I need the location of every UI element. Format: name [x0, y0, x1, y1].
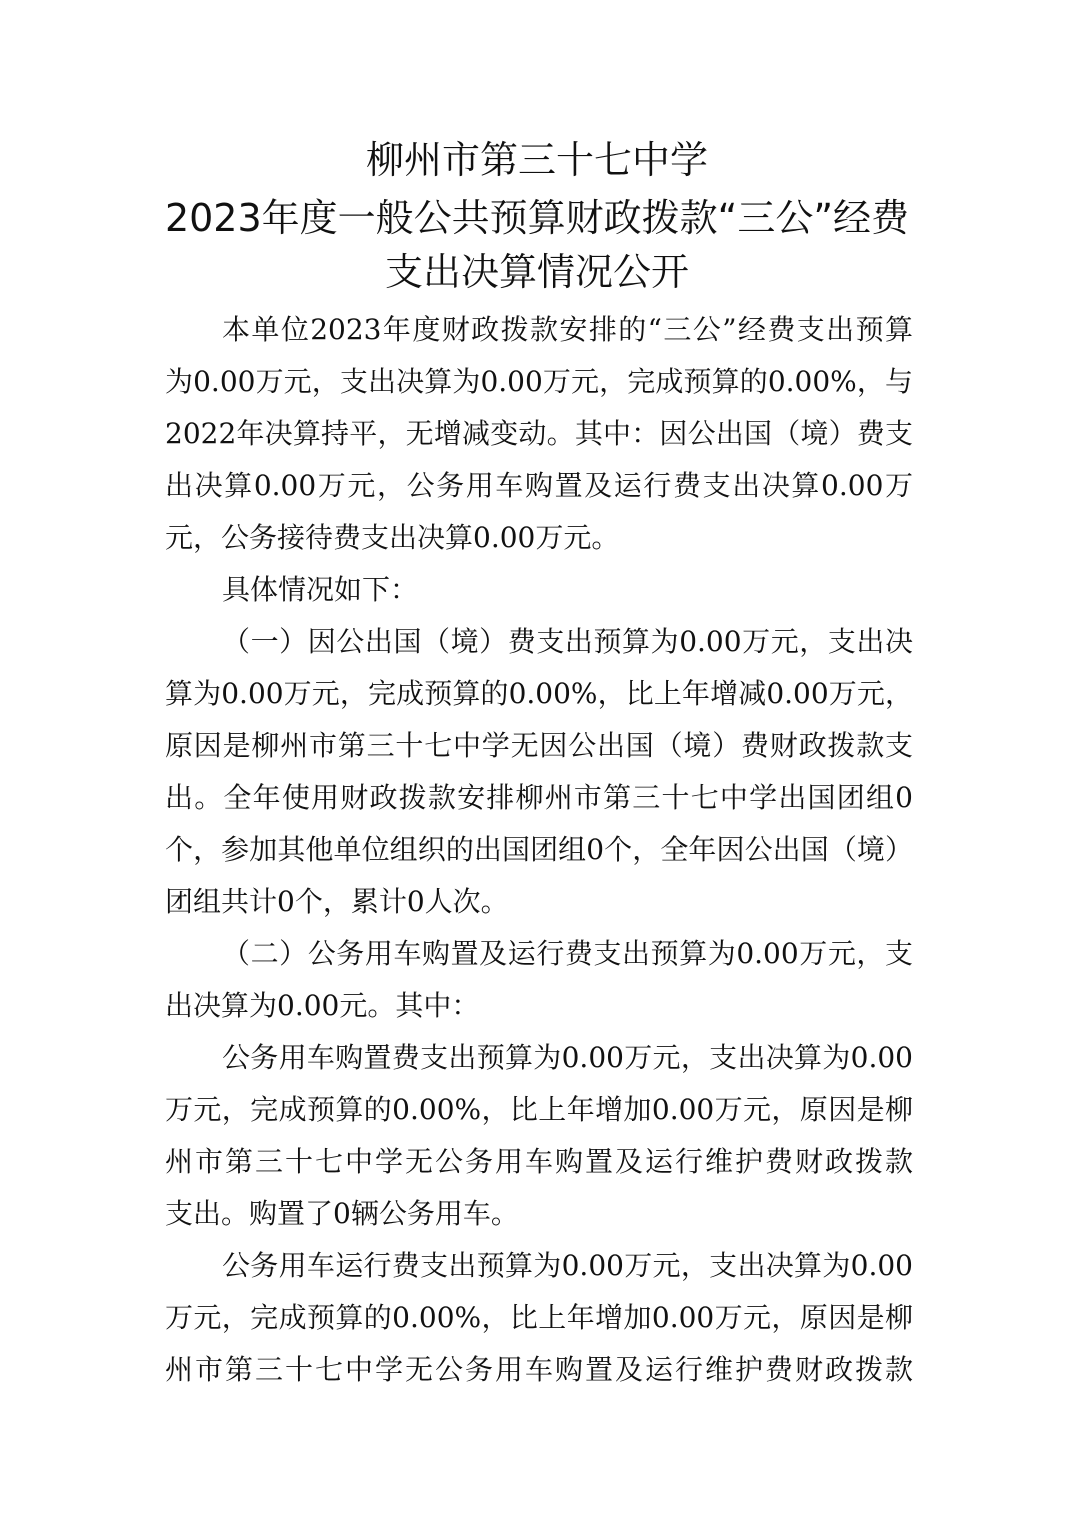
document-title-line-2: 2023年度一般公共预算财政拨款“三公”经费: [164, 196, 910, 240]
paragraph-line: 州市第三十七中学无公务用车购置及运行维护费财政拨款: [165, 1145, 913, 1178]
paragraph-line: 元，公务接待费支出决算0.00万元。: [165, 521, 620, 554]
paragraph-line: 为0.00万元，支出决算为0.00万元，完成预算的0.00%，与: [165, 365, 913, 398]
paragraph-line: 原因是柳州市第三十七中学无因公出国（境）费财政拨款支: [165, 729, 913, 762]
paragraph-line: 公务用车运行费支出预算为0.00万元，支出决算为0.00: [222, 1249, 913, 1282]
document-title-line-3: 支出决算情况公开: [384, 250, 689, 294]
paragraph-line: 算为0.00万元，完成预算的0.00%，比上年增减0.00万元，: [165, 677, 913, 710]
paragraph-line: 个，参加其他单位组织的出国团组0个，全年因公出国（境）: [165, 833, 913, 866]
paragraph-line: 团组共计0个，累计0人次。: [165, 885, 509, 918]
paragraph-line: 出决算0.00万元，公务用车购置及运行费支出决算0.00万: [165, 469, 913, 502]
paragraph-line: 公务用车购置费支出预算为0.00万元，支出决算为0.00: [222, 1041, 913, 1074]
paragraph-line: 出决算为0.00元。其中：: [165, 989, 480, 1022]
paragraph-line: 出。全年使用财政拨款安排柳州市第三十七中学出国团组0: [165, 781, 913, 814]
paragraph-line: 2022年决算持平，无增减变动。其中：因公出国（境）费支: [165, 417, 913, 450]
paragraph-line: 万元，完成预算的0.00%，比上年增加0.00万元，原因是柳: [165, 1301, 913, 1334]
paragraph-line: 本单位2023年度财政拨款安排的“三公”经费支出预算: [222, 313, 913, 346]
paragraph-line: （一）因公出国（境）费支出预算为0.00万元，支出决: [222, 625, 913, 658]
paragraph-line: 支出。购置了0辆公务用车。: [165, 1197, 519, 1230]
paragraph-line: 万元，完成预算的0.00%，比上年增加0.00万元，原因是柳: [165, 1093, 913, 1126]
paragraph-line: 具体情况如下：: [222, 573, 419, 606]
paragraph-line: 州市第三十七中学无公务用车购置及运行维护费财政拨款: [165, 1353, 913, 1386]
paragraph-line: （二）公务用车购置及运行费支出预算为0.00万元，支: [222, 937, 913, 970]
document-title-line-1: 柳州市第三十七中学: [365, 138, 708, 182]
